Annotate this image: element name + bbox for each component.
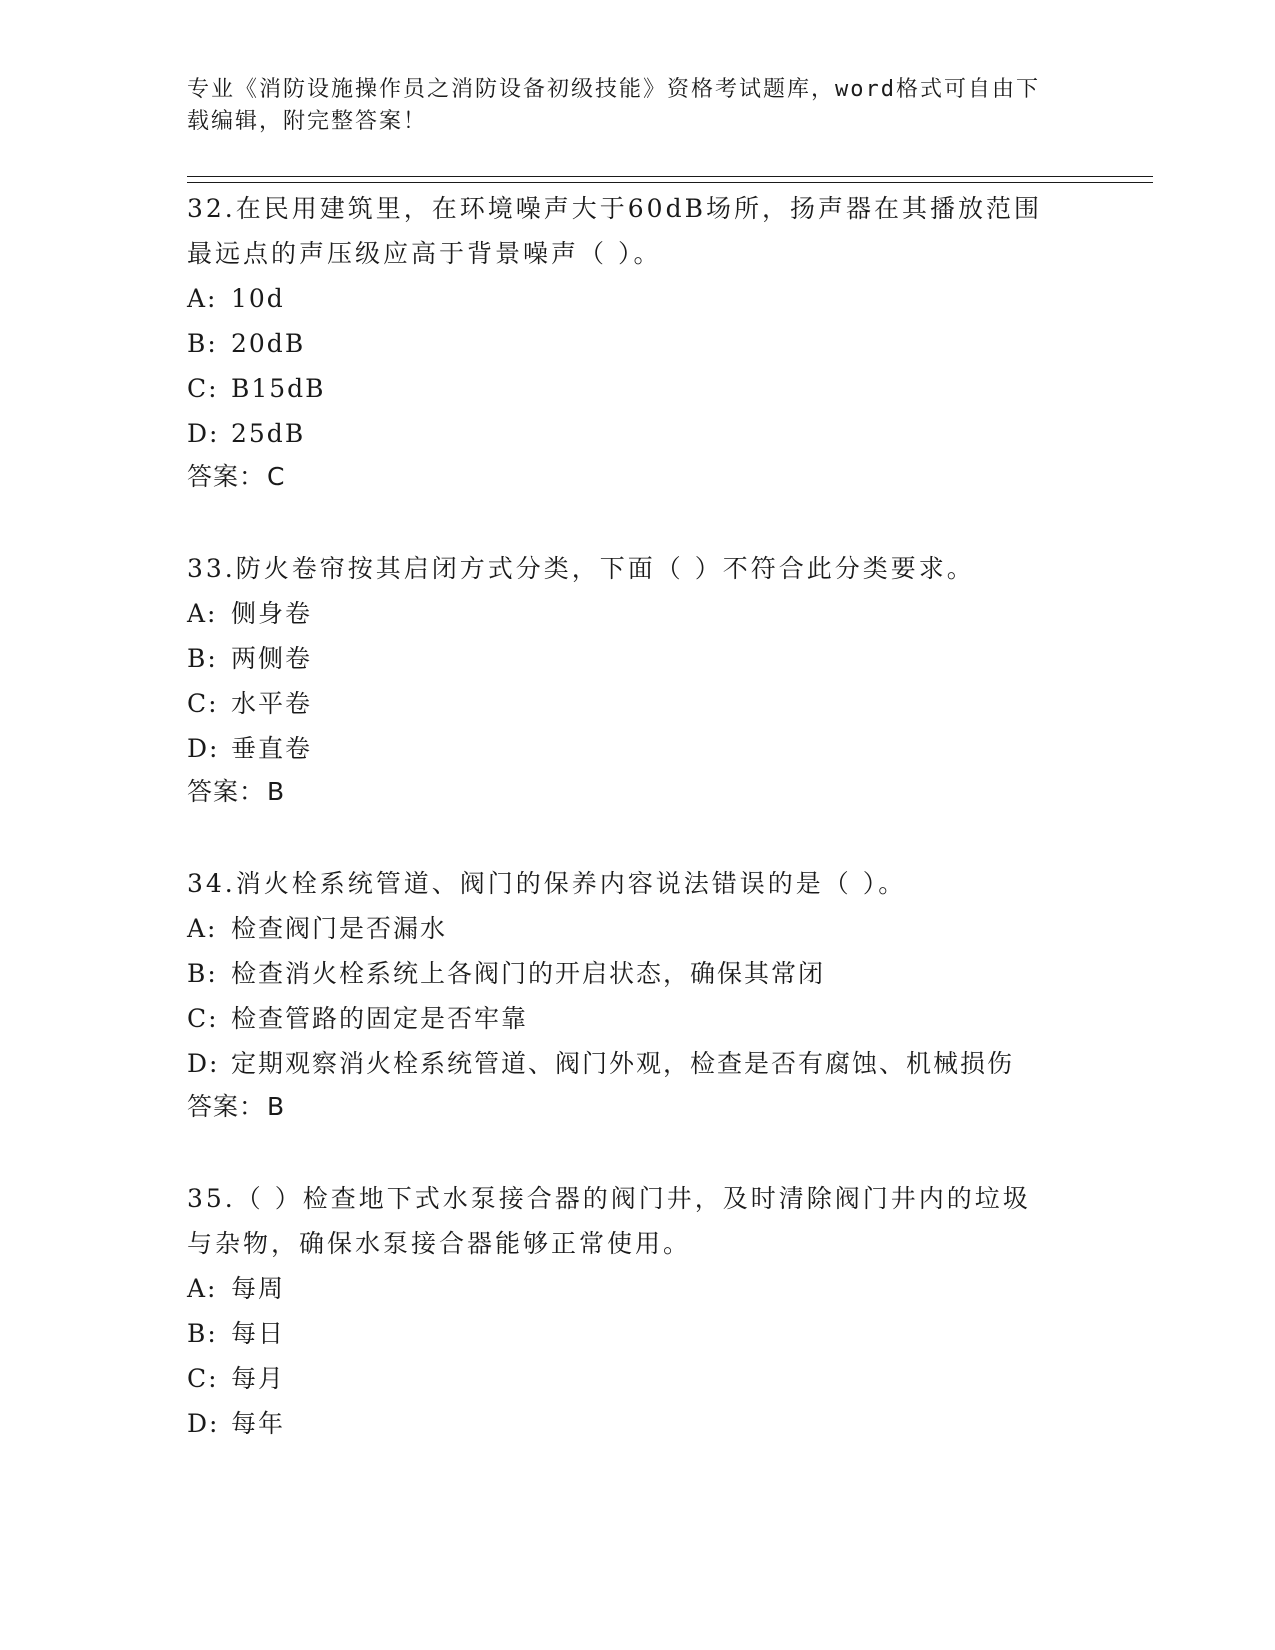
option-letter: D: [187, 734, 220, 763]
option-text: 检查消火栓系统上各阀门的开启状态，确保其常闭 [231, 959, 826, 988]
option-text: 25dB [231, 419, 306, 448]
answer-value: C [267, 462, 286, 491]
document-header [187, 74, 1067, 138]
question-33-option-d [187, 726, 1087, 771]
question-32-line-2: 最远点的声压级应高于背景噪声（ ）。 [187, 239, 662, 268]
option-letter: D: [187, 419, 220, 448]
header-divider-bottom [187, 182, 1153, 183]
option-letter: C: [187, 374, 219, 403]
option-letter: B: [187, 644, 218, 673]
question-33-option-c [187, 681, 1087, 726]
question-34-line-1: 34.消火栓系统管道、阀门的保养内容说法错误的是（ ）。 [187, 869, 907, 898]
option-text: 每年 [231, 1409, 286, 1438]
option-letter: C: [187, 689, 219, 718]
question-34-option-b [187, 951, 1087, 996]
option-text: 两侧卷 [231, 644, 313, 673]
question-35-option-c [187, 1356, 1087, 1401]
option-letter: B: [187, 959, 218, 988]
question-32-option-a [187, 276, 1087, 321]
question-34-option-d [187, 1041, 1087, 1086]
option-text: 20dB [231, 329, 306, 358]
answer-value: B [267, 1092, 286, 1121]
question-33-line-1: 33.防火卷帘按其启闭方式分类，下面（ ）不符合此分类要求。 [187, 554, 975, 583]
option-text: 10d [231, 284, 285, 313]
answer-value: B [267, 777, 286, 806]
question-35-line-2: 与杂物，确保水泵接合器能够正常使用。 [187, 1229, 692, 1258]
question-32-option-b [187, 321, 1087, 366]
option-text: 定期观察消火栓系统管道、阀门外观，检查是否有腐蚀、机械损伤 [231, 1049, 1015, 1078]
answer-label: 答案： [187, 777, 266, 806]
question-35-option-b [187, 1311, 1087, 1356]
answer-label: 答案： [187, 462, 266, 491]
question-34 [187, 861, 1087, 1128]
question-34-option-c [187, 996, 1087, 1041]
option-letter: B: [187, 329, 218, 358]
option-letter: D: [187, 1049, 220, 1078]
option-text: 检查管路的固定是否牢靠 [231, 1004, 529, 1033]
question-33 [187, 546, 1087, 813]
question-32-answer [187, 456, 1087, 498]
question-34-answer [187, 1086, 1087, 1128]
option-letter: C: [187, 1364, 219, 1393]
option-text: 侧身卷 [231, 599, 313, 628]
option-letter: D: [187, 1409, 220, 1438]
question-35-option-d [187, 1401, 1087, 1446]
option-text: 每周 [231, 1274, 286, 1303]
question-33-answer [187, 771, 1087, 813]
option-letter: B: [187, 1319, 218, 1348]
question-33-option-b [187, 636, 1087, 681]
question-32-line-1: 32.在民用建筑里，在环境噪声大于60dB场所，扬声器在其播放范围 [187, 194, 1042, 223]
question-34-option-a [187, 906, 1087, 951]
option-text: 每月 [231, 1364, 286, 1393]
question-33-option-a [187, 591, 1087, 636]
answer-label: 答案： [187, 1092, 266, 1121]
option-text: 每日 [231, 1319, 286, 1348]
question-32-option-c [187, 366, 1087, 411]
question-35-option-a [187, 1266, 1087, 1311]
option-text: 检查阀门是否漏水 [231, 914, 448, 943]
option-text: B15dB [231, 374, 326, 403]
header-line-2: 载编辑，附完整答案！ [187, 109, 428, 134]
option-letter: A: [187, 599, 218, 628]
question-32-option-d [187, 411, 1087, 456]
question-35-line-1: 35.（ ）检查地下式水泵接合器的阀门井，及时清除阀门井内的垃圾 [187, 1184, 1031, 1213]
option-text: 水平卷 [231, 689, 313, 718]
question-32 [187, 186, 1087, 498]
option-letter: C: [187, 1004, 219, 1033]
header-divider-top [187, 176, 1153, 177]
option-letter: A: [187, 914, 218, 943]
header-line-1: 专业《消防设施操作员之消防设备初级技能》资格考试题库，word格式可自由下 [187, 77, 1040, 102]
option-letter: A: [187, 284, 218, 313]
question-35 [187, 1176, 1087, 1446]
option-letter: A: [187, 1274, 218, 1303]
option-text: 垂直卷 [231, 734, 313, 763]
